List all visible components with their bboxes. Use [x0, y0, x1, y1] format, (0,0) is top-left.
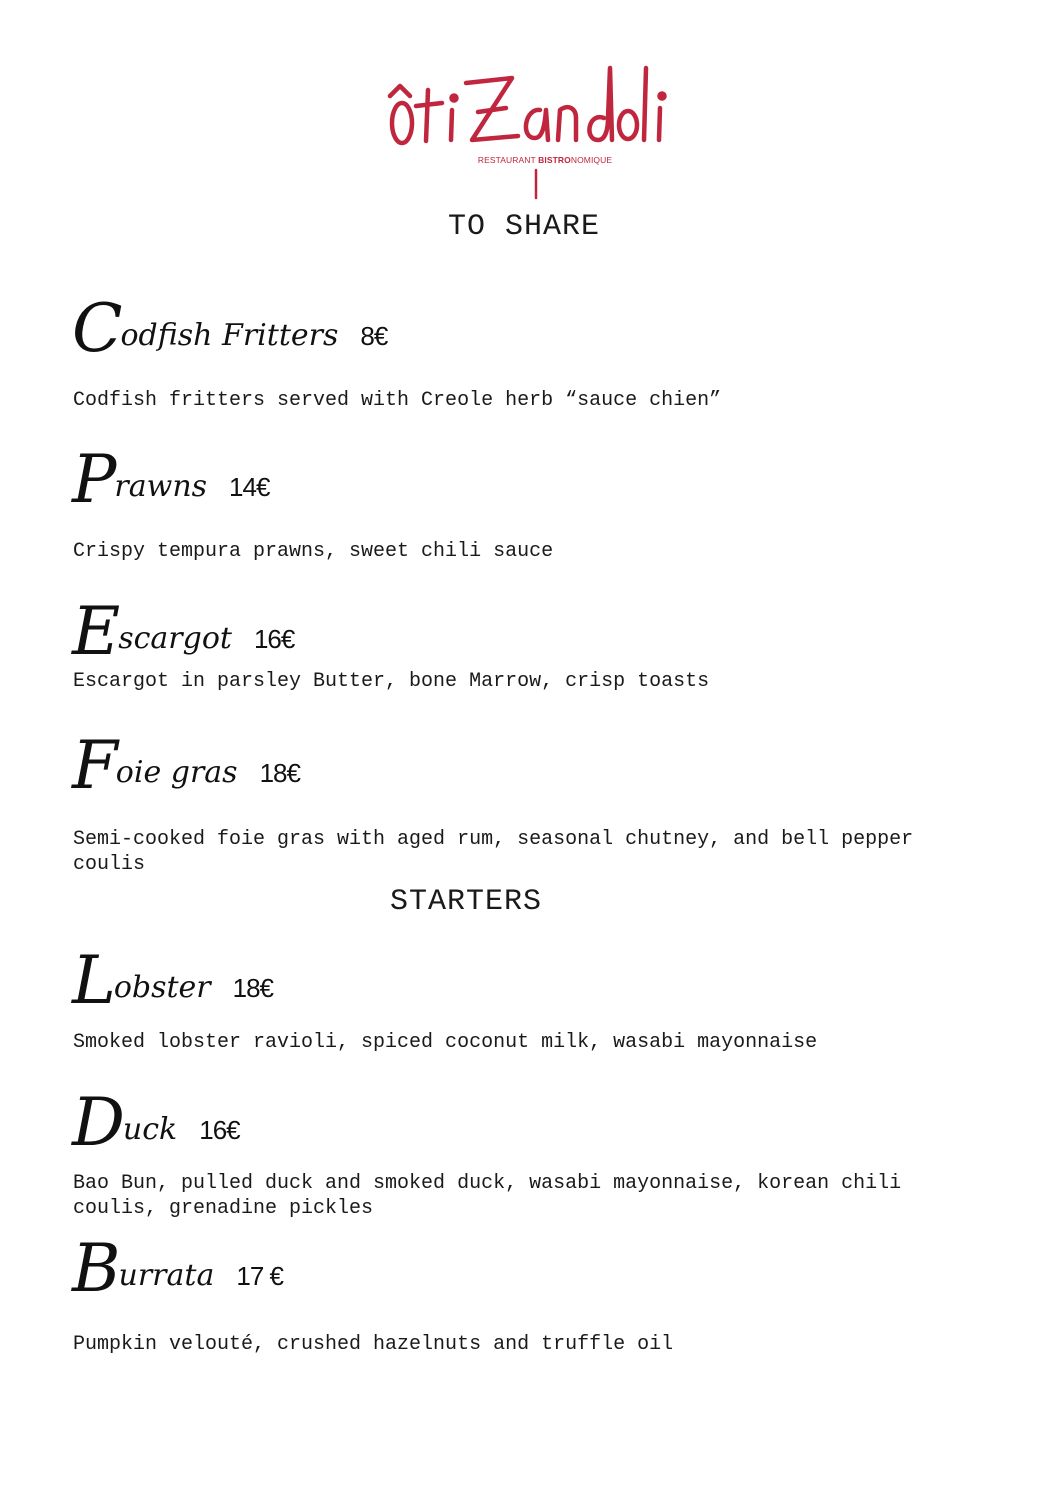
- dish-description: Codfish fritters served with Creole herb “sauce chien”: [73, 389, 722, 412]
- dish-description: Pumpkin velouté, crushed hazelnuts and truffle oil: [73, 1333, 674, 1356]
- dish-description: Semi-cooked foie gras with aged rum, seasonal chutney, and bell pepper coulis: [73, 828, 914, 876]
- dish-price: 14€: [229, 472, 270, 502]
- dish-name: Prawns 14€: [72, 441, 270, 518]
- dish-name: Foie gras 18€: [72, 727, 300, 804]
- dish-name: Burrata 17 €: [72, 1230, 283, 1307]
- restaurant-logo: [380, 28, 680, 203]
- dish-price: 16€: [253, 624, 295, 654]
- dish-price: 17 €: [236, 1261, 283, 1291]
- dish-description: Smoked lobster ravioli, spiced coconut milk, wasabi mayonnaise: [73, 1031, 818, 1054]
- section-title-to-share: TO SHARE: [448, 210, 601, 244]
- dish-name: Duck 16€: [72, 1084, 240, 1161]
- dish-description: Crispy tempura prawns, sweet chili sauce: [73, 540, 554, 563]
- logo-tagline: RESTAURANT BISTRONOMIQUE: [477, 155, 613, 165]
- dish-price: 18€: [232, 973, 274, 1003]
- dish-name: Lobster 18€: [72, 942, 274, 1019]
- dish-name: Escargot 16€: [72, 593, 295, 670]
- dish-price: 16€: [199, 1115, 240, 1145]
- dish-description: Escargot in parsley Butter, bone Marrow, crisp toasts: [73, 670, 710, 693]
- dish-name: Codfish Fritters 8€: [72, 290, 388, 367]
- logo-wordmark: [380, 28, 680, 203]
- section-title-starters: STARTERS: [390, 885, 543, 919]
- dish-price: 18€: [259, 758, 300, 788]
- dish-price: 8€: [360, 321, 388, 351]
- dish-description: Bao Bun, pulled duck and smoked duck, wasabi mayonnaise, korean chili coulis, grenadine pickles: [73, 1172, 902, 1220]
